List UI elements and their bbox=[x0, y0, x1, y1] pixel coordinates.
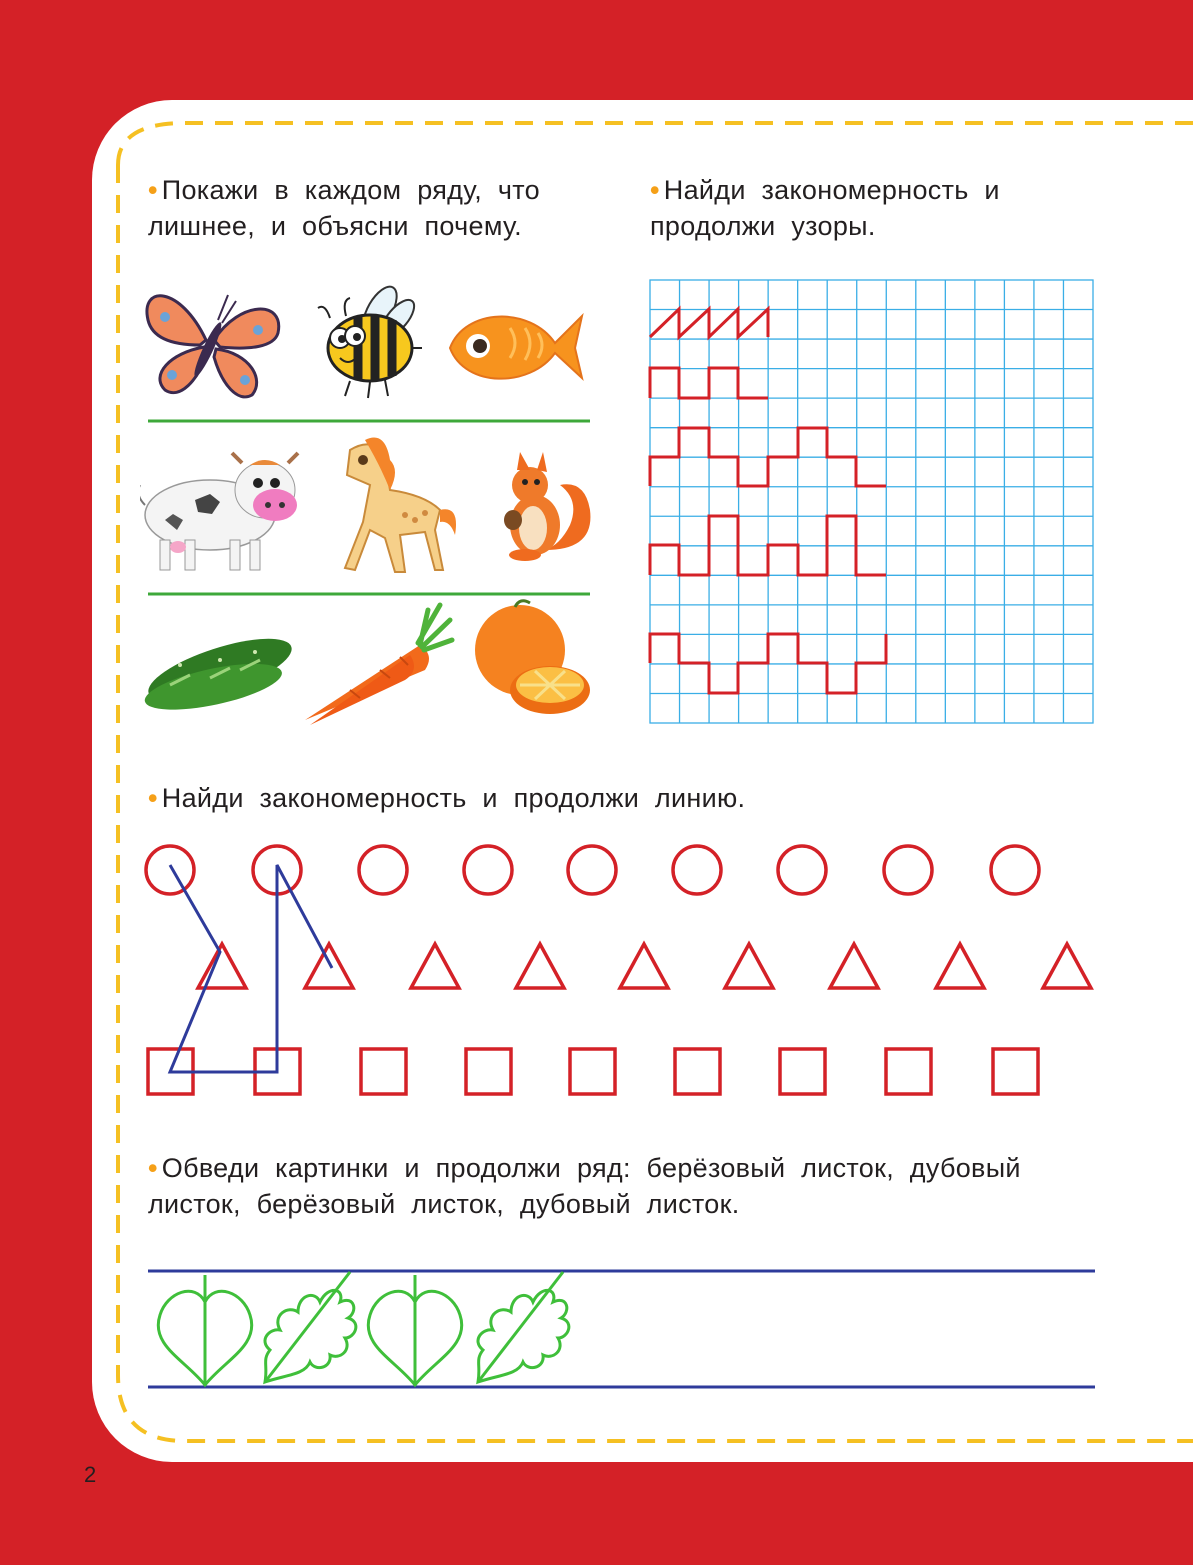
circle-shape bbox=[673, 846, 721, 894]
triangle-shape bbox=[620, 944, 668, 988]
task-odd-one-out-text: Покажи в каждом ряду, что лишнее, и объясни почему. bbox=[148, 175, 540, 241]
odd-one-out-pictures bbox=[140, 280, 600, 730]
triangle-shape bbox=[305, 944, 353, 988]
square-shape bbox=[886, 1049, 931, 1094]
triangle-shape bbox=[725, 944, 773, 988]
bullet-icon: • bbox=[650, 175, 660, 205]
carrot-icon[interactable] bbox=[305, 605, 452, 725]
task-leaves-text: Обведи картинки и продолжи ряд: берёзовый листок, дубовый листок, берёзовый листок, дубовый листок. bbox=[148, 1153, 1021, 1219]
grid-lines bbox=[650, 280, 1093, 723]
oak-leaf-icon[interactable] bbox=[478, 1272, 569, 1382]
task-grid-patterns-text: Найди закономерность и продолжи узоры. bbox=[650, 175, 1000, 241]
circle-shape bbox=[568, 846, 616, 894]
task-leaves bbox=[148, 1150, 1048, 1222]
bee-icon[interactable] bbox=[318, 281, 422, 398]
square-shape bbox=[361, 1049, 406, 1094]
page-number: 2 bbox=[84, 1462, 97, 1487]
shape-rows[interactable] bbox=[140, 840, 1100, 1100]
circle-shape bbox=[778, 846, 826, 894]
trace-line bbox=[170, 865, 332, 1072]
pattern-grid[interactable] bbox=[648, 278, 1096, 726]
task-grid-patterns bbox=[650, 172, 1070, 244]
task-shape-line-text: Найди закономерность и продолжи линию. bbox=[161, 783, 746, 813]
circle-shape bbox=[464, 846, 512, 894]
cucumber-icon[interactable] bbox=[141, 626, 298, 719]
triangle-shape bbox=[411, 944, 459, 988]
fish-icon[interactable] bbox=[450, 316, 582, 379]
square-shape bbox=[466, 1049, 511, 1094]
bullet-icon: • bbox=[148, 1153, 158, 1183]
circle-shape bbox=[146, 846, 194, 894]
square-shape bbox=[780, 1049, 825, 1094]
triangle-shape bbox=[198, 944, 246, 988]
butterfly-icon[interactable] bbox=[147, 295, 279, 397]
squirrel-icon[interactable] bbox=[504, 452, 590, 561]
oak-leaf-icon[interactable] bbox=[265, 1272, 356, 1382]
triangle-shape bbox=[936, 944, 984, 988]
task-odd-one-out bbox=[148, 172, 598, 244]
bullet-icon: • bbox=[148, 783, 158, 813]
birch-leaf-icon[interactable] bbox=[368, 1275, 462, 1385]
triangle-shape bbox=[516, 944, 564, 988]
triangle-shape bbox=[1043, 944, 1091, 988]
circle-shape bbox=[884, 846, 932, 894]
circle-shape bbox=[359, 846, 407, 894]
cow-icon[interactable] bbox=[140, 453, 298, 570]
horse-icon[interactable] bbox=[345, 438, 456, 573]
square-shape bbox=[570, 1049, 615, 1094]
task-shape-line bbox=[148, 780, 1048, 816]
square-shape bbox=[675, 1049, 720, 1094]
birch-leaf-icon[interactable] bbox=[158, 1275, 252, 1385]
square-shape bbox=[993, 1049, 1038, 1094]
leaves-row[interactable] bbox=[140, 1260, 1100, 1400]
orange-icon[interactable] bbox=[475, 601, 590, 714]
circle-shape bbox=[991, 846, 1039, 894]
triangle-shape bbox=[830, 944, 878, 988]
bullet-icon: • bbox=[148, 175, 158, 205]
